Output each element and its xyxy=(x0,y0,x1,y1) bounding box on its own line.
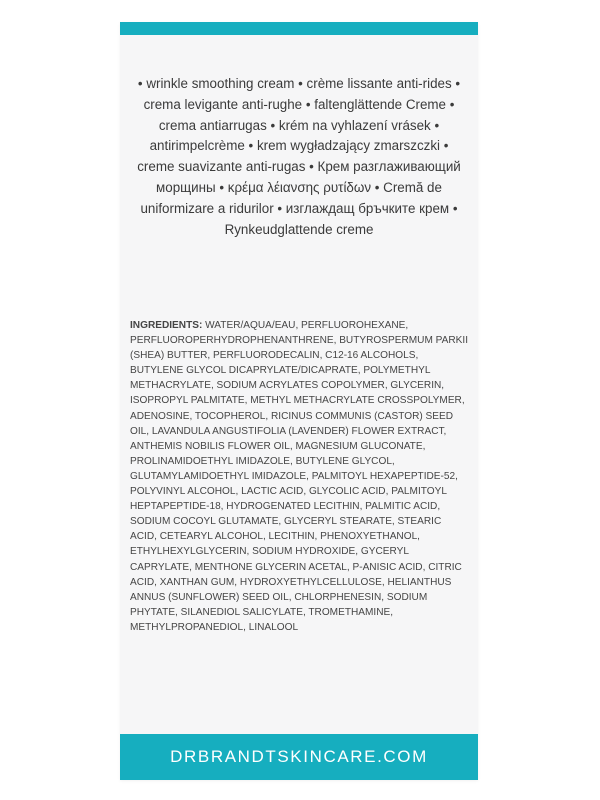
bottom-teal-band xyxy=(120,734,478,780)
top-teal-band xyxy=(120,22,478,35)
multilingual-product-description: • wrinkle smoothing cream • crème lissante anti-rides • crema levigante anti-rughe • faltenglättende Creme • crema antiarrugas • krém na vyhlazení vrásek • antirimpelcrème • krem wygładzający zmarszczki • creme suavizante anti-rugas • Крем разглаживающий морщины • κρέμα λέιανσης ρυτίδων • Cremă de uniformizare a ridurilor • изглаждащ бръчките крем • Rynkeudglattende creme xyxy=(137,76,461,237)
product-box-back-panel xyxy=(120,22,478,780)
website-url: DRBRANDTSKINCARE.COM xyxy=(170,747,428,766)
ingredients-label: INGREDIENTS: xyxy=(130,320,203,331)
ingredients-list xyxy=(130,318,470,635)
ingredients-text: WATER/AQUA/EAU, PERFLUOROHEXANE, PERFLUOROPERHYDROPHENANTHRENE, BUTYROSPERMUM PARKII (SHEA) BUTTER, PERFLUORODECALIN, C12-16 ALCOHOLS, BUTYLENE GLYCOL DICAPRYLATE/DICAPRATE, POLYMETHYL METHACRYLATE, SODIUM ACRYLATES COPOLYMER, GLYCERIN, ISOPROPYL PALMITATE, METHYL METHACRYLATE CROSSPOLYMER, ADENOSINE, TOCOPHEROL, RICINUS COMMUNIS (CASTOR) SEED OIL, LAVANDULA ANGUSTIFOLIA (LAVENDER) FLOWER EXTRACT, ANTHEMIS NOBILIS FLOWER OIL, MAGNESIUM GLUCONATE, PROLINAMIDOETHYL IMIDAZOLE, BUTYLENE GLYCOL, GLUTAMYLAMIDOETHYL IMIDAZOLE, PALMITOYL HEXAPEPTIDE-52, POLYVINYL ALCOHOL, LACTIC ACID, GLYCOLIC ACID, PALMITOYL HEPTAPEPTIDE-18, HYDROGENATED LECITHIN, PALMITIC ACID, SODIUM COCOYL GLUTAMATE, GLYCERYL STEARATE, STEARIC ACID, CETEARYL ALCOHOL, LECITHIN, PHENOXYETHANOL, ETHYLHEXYLGLYCERIN, SODIUM HYDROXIDE, GYCERYL CAPRYLATE, MENTHONE GLYCERIN ACETAL, P-ANISIC ACID, CITRIC ACID, XANTHAN GUM, HYDROXYETHYLCELLULOSE, HELIANTHUS ANNUS (SUNFLOWER) SEED OIL, CHLORPHENESIN, SODIUM PHYTATE, SILANEDIOL SALICYLATE, TROMETHAMINE, METHYLPROPANEDIOL, LINALOOL xyxy=(130,320,468,633)
